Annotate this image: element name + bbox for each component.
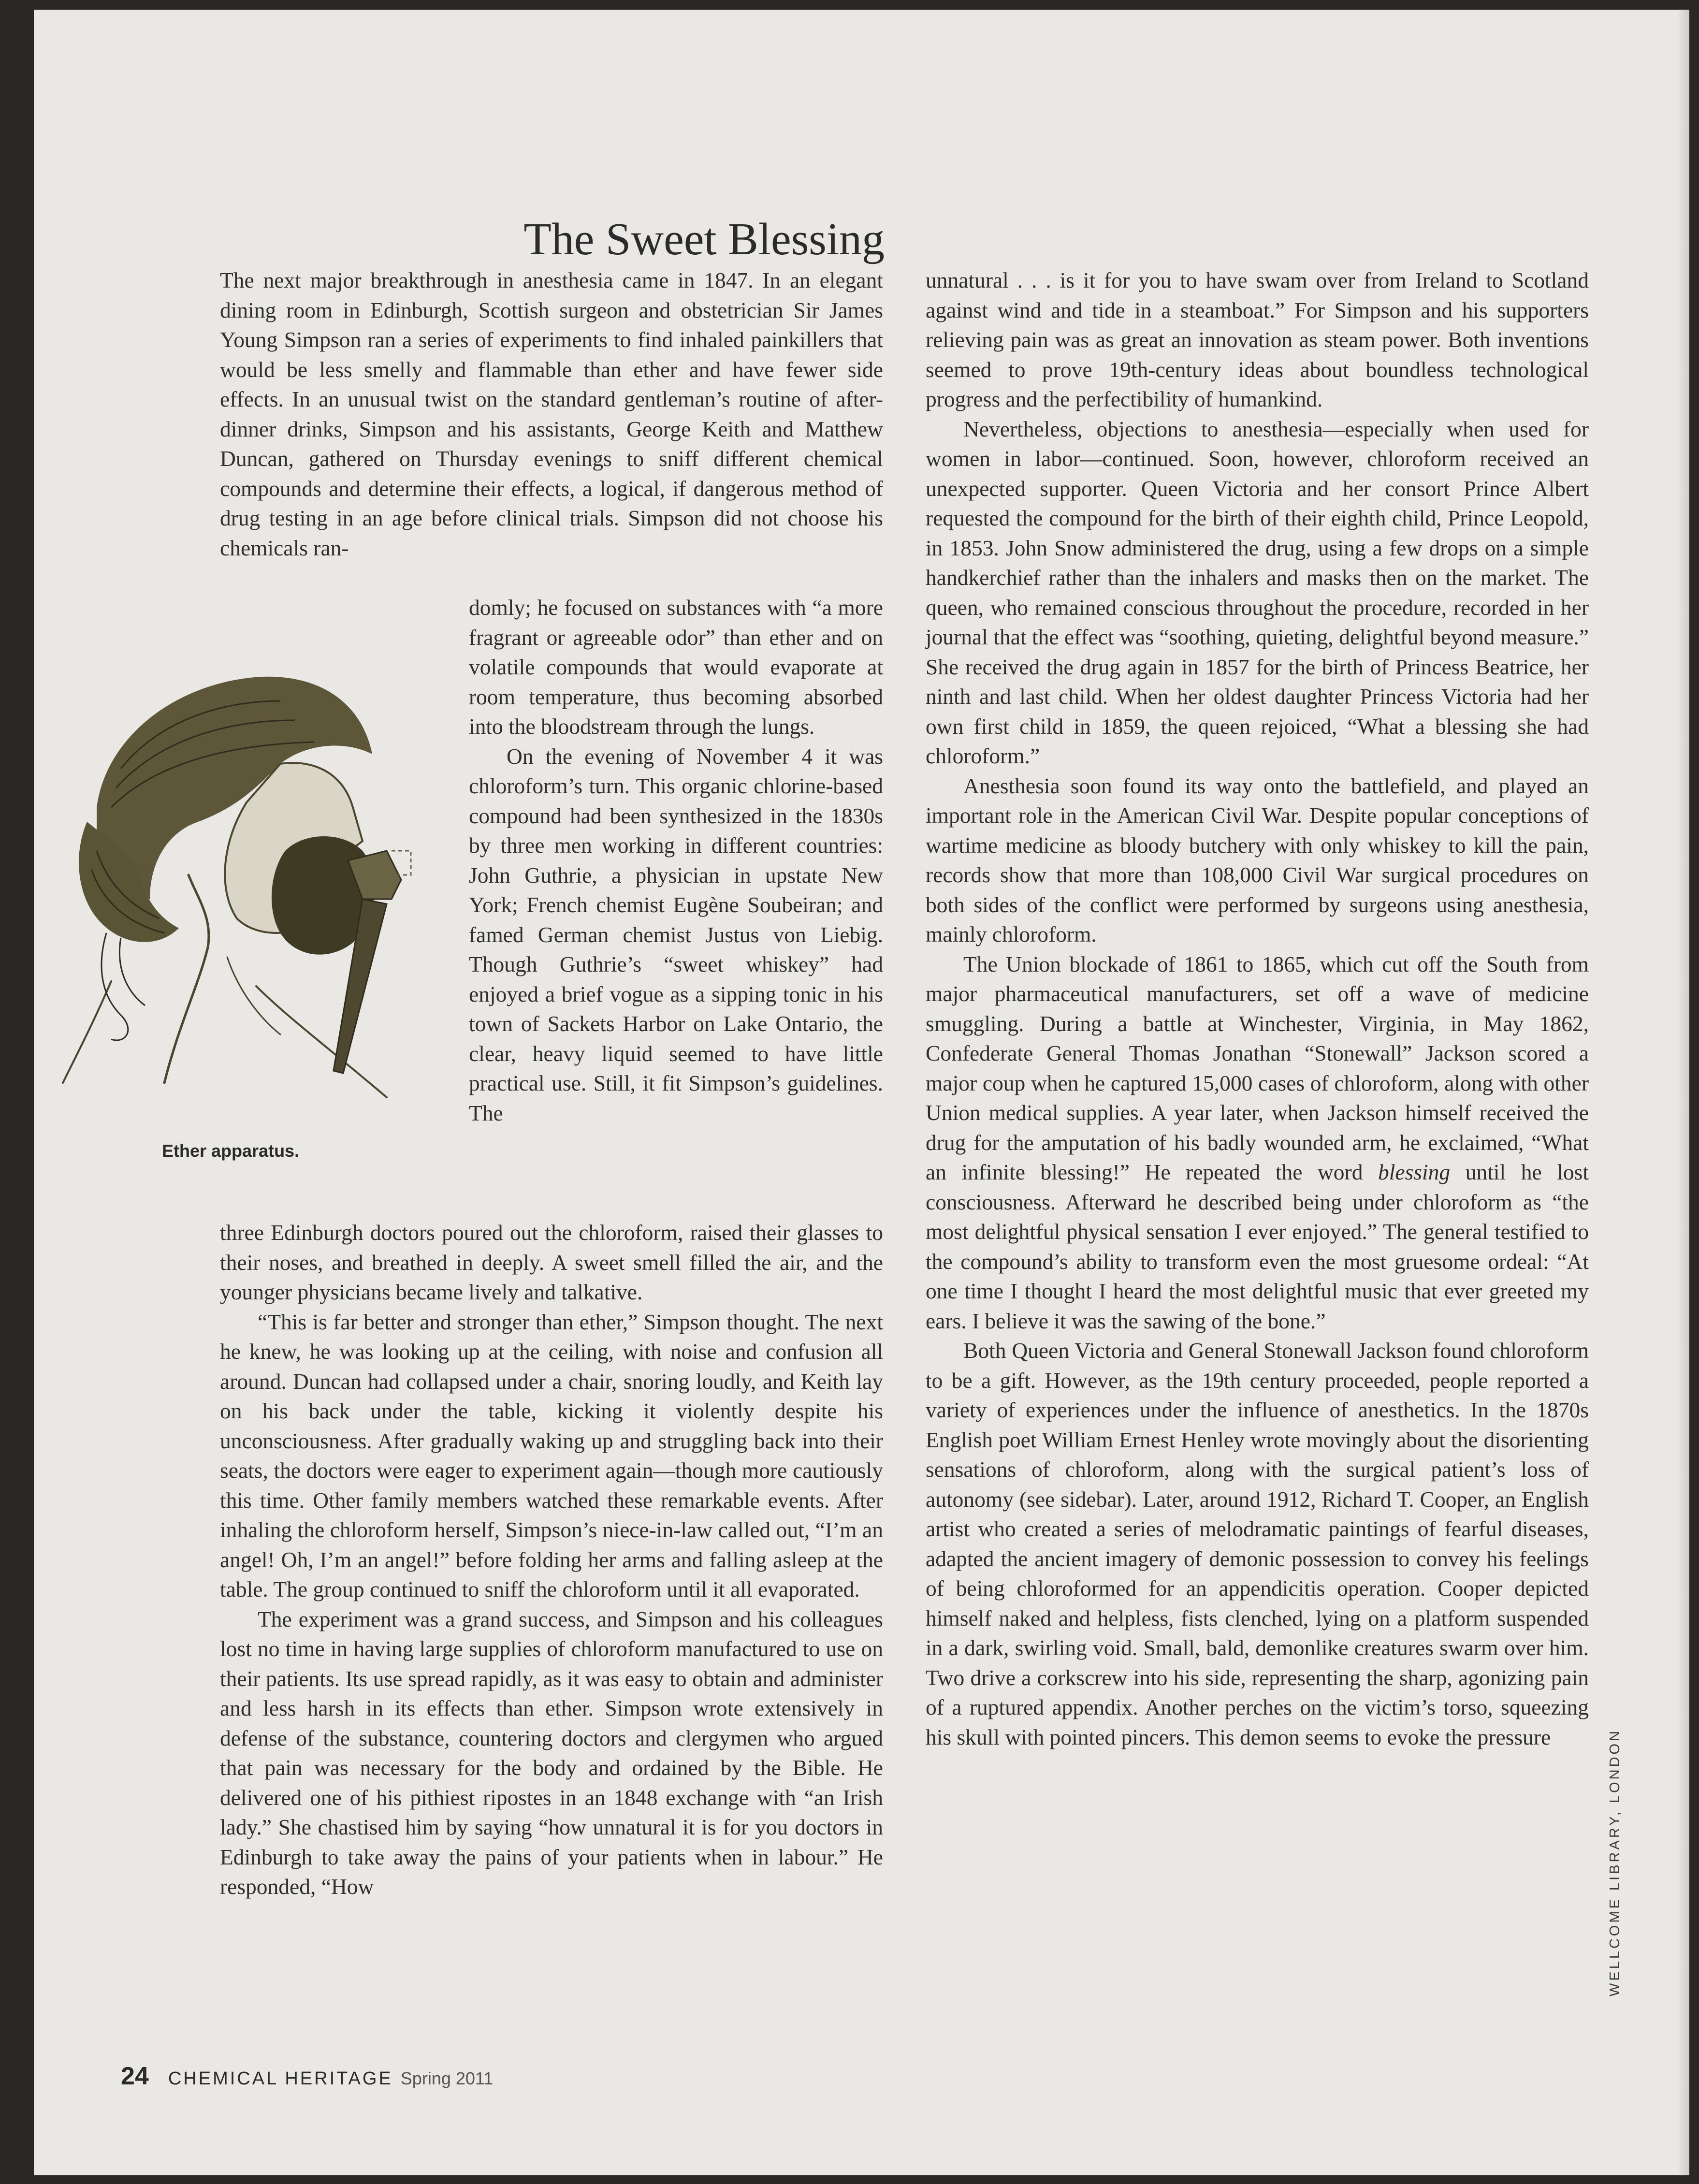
image-credit: WELLCOME LIBRARY, LONDON	[1607, 1728, 1623, 1996]
magazine-name: CHEMICAL HERITAGE	[168, 2068, 393, 2089]
blockade-text-start: The Union blockade of 1861 to 1865, which cut off the South from major pharmaceutical manufacturers, set off a wave of medicine smuggling. During a battle at Winchester, Virginia, in May 1862, Confederate General Thomas Jonathan “Stonewall” Jackson scored a major coup when he captured 15,000 cases of chloroform, along with other Union medical supplies. A year later, when Jackson himself received the drug for the amputation of his badly wounded arm, he exclaimed, “What an infinite blessing!” He repeated the word	[926, 951, 1589, 1184]
paragraph-better-than-ether: “This is far better and stronger than ether,” Simpson thought. The next he knew, he was looking up at the ceiling, with noise and confusion all around. Duncan had collapsed under a chair, snoring loudly, and Keith lay on his back under the table, kicking it violently despite his unconsciousness. After gradually waking up and struggling back into their seats, the doctors were eager to experiment again—though more cautiously this time. Other family members watched these remarkable events. After inhaling the chloroform herself, Simpson’s niece-in-law called out, “I’m an angel! Oh, I’m an angel!” before folding her arms and falling asleep at the table. The group continued to sniff the chloroform until it all evaporated.	[220, 1309, 883, 1602]
paragraph-unnatural: unnatural . . . is it for you to have swam over from Ireland to Scotland against wind and tide in a steamboat.” For Simpson and his supporters relieving pain was as great an innovation as steam power. Both inventions seemed to prove 19th-century ideas about boundless technological progress and the perfectibility of humankind.	[926, 268, 1589, 411]
blessing-emphasis: blessing	[1378, 1160, 1451, 1184]
left-column-top	[220, 265, 883, 563]
paragraph-union-blockade	[926, 949, 1589, 1336]
paragraph-queen-victoria: Nevertheless, objections to anesthesia—especially when used for women in labor—continued. Soon, however, chloroform received an unexpected supporter. Queen Victoria and her consort Prince Albert requested the compound for the birth of their eighth child, Prince Leopold, in 1853. John Snow administered the drug, using a few drops on a simple handkerchief rather than the inhalers and masks then on the market. The queen, who remained conscious throughout the procedure, recorded in her journal that the effect was “soothing, quieting, delightful beyond measure.” She received the drug again in 1857 for the birth of Princess Beatrice, her ninth and last child. When her oldest daughter Princess Victoria had her own first child in 1859, the queen rejoiced, “What a blessing she had chloroform.”	[926, 416, 1589, 768]
right-column	[926, 265, 1589, 1752]
paragraph-intro: The next major breakthrough in anesthesia came in 1847. In an elegant dining room in Edinburgh, Scottish surgeon and obstetrician Sir James Young Simpson ran a series of experiments to find inhaled painkillers that would be less smelly and flammable than ether and have fewer side effects. In an unusual twist on the standard gentleman’s routine of after-dinner drinks, Simpson and his assistants, George Keith and Matthew Duncan, gathered on Thursday evenings to sniff different chemical compounds and determine their effects, a logical, if dangerous method of drug testing in an age before clinical trials. Simpson did not choose his chemicals ran-	[220, 268, 883, 560]
page-edge-shadow	[1677, 10, 1689, 2175]
page-number: 24	[121, 2062, 149, 2090]
article-title: The Sweet Blessing	[523, 214, 885, 264]
paragraph-doctors: three Edinburgh doctors poured out the chloroform, raised their glasses to their noses, and breathed in deeply. A sweet smell filled the air, and the younger physicians became lively and talkative.	[220, 1220, 883, 1304]
left-column-wrap	[469, 593, 883, 1128]
paragraph-november: On the evening of November 4 it was chloroform’s turn. This organic chlorine-based compound had been synthesized in the 1830s by three men working in different countries: John Guthrie, a physician in upstate New York; French chemist Eugène Soubeiran; and famed German chemist Justus von Liebig. Though Guthrie’s “sweet whiskey” had enjoyed a brief vogue as a sipping tonic in his town of Sackets Harbor on Lake Ontario, the clear, heavy liquid seemed to have little practical use. Still, it fit Simpson’s guidelines. The	[469, 743, 883, 1125]
paragraph-civil-war: Anesthesia soon found its way onto the battlefield, and played an important role in the American Civil War. Despite popular conceptions of wartime medicine as bloody butchery with only whiskey to kill the pain, records show that more than 108,000 Civil War surgical procedures on both sides of the conflict were performed by surgeons using anesthesia, mainly chloroform.	[926, 773, 1589, 946]
blockade-text-end: until he lost consciousness. Afterward he described being under chloroform as “the most delightful physical sensation I ever enjoyed.” The general testified to the compound’s ability to transform even the most gruesome ordeal: “At one time I thought I heard the most delightful music that ever greeted my ears. I believe it was the sawing of the bone.”	[926, 1160, 1589, 1333]
issue-date: Spring 2011	[400, 2068, 494, 2088]
figure-caption: Ether apparatus.	[162, 1141, 300, 1161]
ether-apparatus-illustration	[53, 648, 450, 1121]
paragraph-henley-cooper: Both Queen Victoria and General Stonewall Jackson found chloroform to be a gift. However, as the 19th century proceeded, people reported a variety of experiences under the influence of anesthetics. In the 1870s English poet William Ernest Henley wrote movingly about the disorienting sensations of chloroform, along with the surgical patient’s loss of autonomy (see sidebar). Later, around 1912, Richard T. Cooper, an English artist who created a series of melodramatic paintings of fearful diseases, adapted the ancient imagery of demonic possession to convey his feelings of being chloroformed for an appendicitis operation. Cooper depicted himself naked and helpless, fists clenched, lying on a platform suspended in a dark, swirling void. Small, bald, demonlike creatures swarm over him. Two drive a corkscrew into his side, representing the sharp, agonizing pain of a ruptured appendix. Another perches on the victim’s torso, squeezing his skull with pointed pincers. This demon seems to evoke the pressure	[926, 1338, 1589, 1749]
face-and-mask-drawing	[225, 763, 411, 1073]
paragraph-grand-success: The experiment was a grand success, and Simpson and his colleagues lost no time in having large supplies of chloroform manufactured to use on their patients. Its use spread rapidly, as it was easy to obtain and administer and less harsh in its effects than ether. Simpson wrote extensively in defense of the substance, countering doctors and clergymen who argued that pain was necessary for the body and ordained by the Bible. He delivered one of his pithiest ripostes in an 1848 exchange with “an Irish lady.” She chastised him by saying “how unnatural it is for you doctors in Edinburgh to take away the pains of your patients when in labour.” He responded, “How	[220, 1606, 883, 1899]
page-footer	[121, 2062, 493, 2091]
paragraph-intro-continued: domly; he focused on substances with “a more fragrant or agreeable odor” than ether and on volatile compounds that would evaporate at room temperature, thus becoming absorbed into the bloodstream through the lungs.	[469, 595, 883, 739]
left-column-bottom	[220, 1218, 883, 1902]
